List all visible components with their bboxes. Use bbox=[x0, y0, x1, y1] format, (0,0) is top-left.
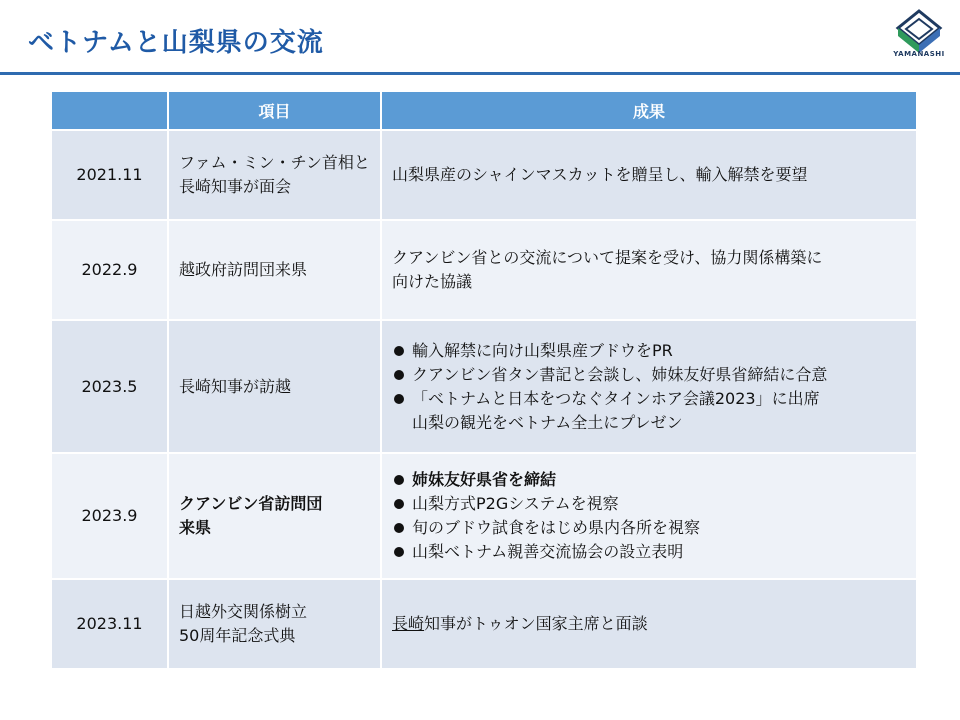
exchange-table bbox=[50, 92, 918, 670]
list-item: 輸入解禁に向け山梨県産ブドウをPR bbox=[392, 339, 906, 363]
row-item bbox=[168, 220, 381, 320]
item-line: 日越外交関係樹立 bbox=[179, 602, 308, 621]
row-date: 2023.9 bbox=[51, 453, 168, 579]
row-date: 2023.5 bbox=[51, 320, 168, 453]
item-line: 長崎知事が面会 bbox=[179, 177, 292, 196]
bullet-continuation: 山梨の観光をベトナム全土にプレゼン bbox=[412, 412, 683, 432]
table-row bbox=[51, 130, 917, 220]
item-line: ファム・ミン・チン首相と bbox=[179, 153, 370, 172]
row-result bbox=[381, 220, 917, 320]
header-result: 成果 bbox=[381, 92, 917, 130]
list-item: 「ベトナムと日本をつなぐタインホア会議2023」に出席 bbox=[392, 387, 906, 411]
bullet-list bbox=[392, 468, 906, 564]
table-row bbox=[51, 320, 917, 453]
table-row bbox=[51, 579, 917, 669]
result-line: 知事がトゥオン国家主席と面談 bbox=[424, 614, 648, 633]
table-row bbox=[51, 220, 917, 320]
result-line: 向けた協議 bbox=[392, 272, 473, 291]
item-line: 来県 bbox=[179, 518, 212, 537]
item-line: 越政府訪問団来県 bbox=[179, 260, 308, 279]
row-item bbox=[168, 579, 381, 669]
page-title: ベトナムと山梨県の交流 bbox=[28, 28, 324, 58]
item-line: 50周年記念式典 bbox=[179, 626, 296, 645]
underlined-text: 長崎 bbox=[392, 614, 425, 633]
row-item bbox=[168, 320, 381, 453]
header-item: 項目 bbox=[168, 92, 381, 130]
list-item: 山梨ベトナム親善交流協会の設立表明 bbox=[392, 540, 906, 564]
row-date: 2023.11 bbox=[51, 579, 168, 669]
result-line: 山梨県産のシャインマスカットを贈呈し、輸入解禁を要望 bbox=[392, 165, 808, 184]
row-item bbox=[168, 130, 381, 220]
row-date: 2021.11 bbox=[51, 130, 168, 220]
header-date bbox=[51, 92, 168, 130]
list-item: 旬のブドウ試食をはじめ県内各所を視察 bbox=[392, 516, 906, 540]
logo-text: YAMANASHI bbox=[893, 50, 945, 58]
result-line: クアンビン省との交流について提案を受け、協力関係構築に bbox=[392, 248, 823, 267]
row-date: 2022.9 bbox=[51, 220, 168, 320]
row-result bbox=[381, 453, 917, 579]
bullet-list bbox=[392, 339, 906, 411]
row-result bbox=[381, 130, 917, 220]
table-row bbox=[51, 453, 917, 579]
list-item: 姉妹友好県省を締結 bbox=[392, 468, 906, 492]
row-item bbox=[168, 453, 381, 579]
item-line: クアンビン省訪問団 bbox=[179, 494, 323, 513]
title-underline bbox=[0, 72, 960, 75]
row-result bbox=[381, 579, 917, 669]
list-item: 山梨方式P2Gシステムを視察 bbox=[392, 492, 906, 516]
list-item: クアンビン省タン書記と会談し、姉妹友好県省締結に合意 bbox=[392, 363, 906, 387]
item-line: 長崎知事が訪越 bbox=[179, 376, 292, 396]
table-header-row bbox=[51, 92, 917, 130]
row-result bbox=[381, 320, 917, 453]
